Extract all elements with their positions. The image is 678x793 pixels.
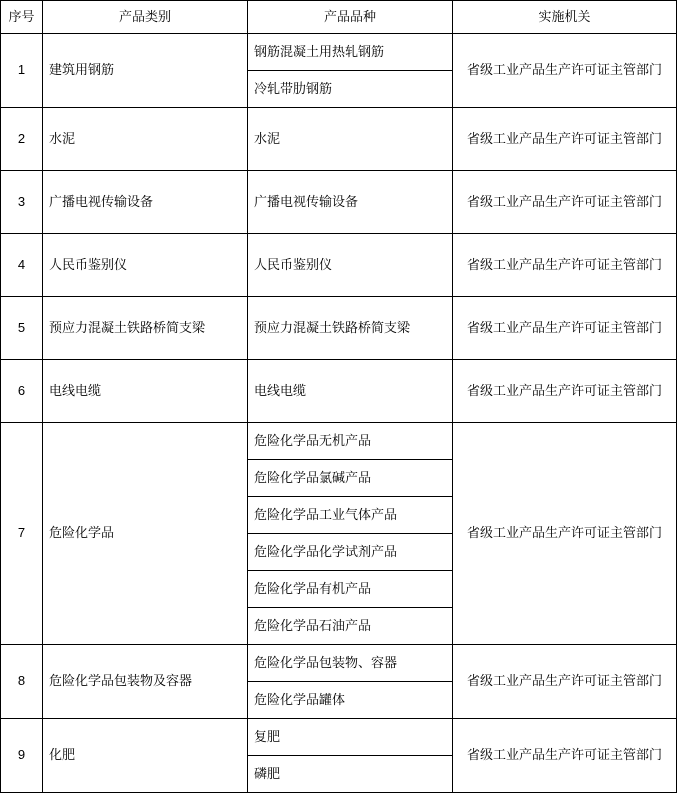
cell-kind: 冷轧带肋钢筋 [248,71,453,108]
column-header-agency: 实施机关 [453,1,677,34]
cell-category: 危险化学品包装物及容器 [43,645,248,719]
cell-agency: 省级工业产品生产许可证主管部门 [453,108,677,171]
cell-agency: 省级工业产品生产许可证主管部门 [453,645,677,719]
cell-agency: 省级工业产品生产许可证主管部门 [453,719,677,793]
cell-kind: 预应力混凝土铁路桥简支梁 [248,297,453,360]
cell-agency: 省级工业产品生产许可证主管部门 [453,423,677,645]
cell-sequence: 5 [1,297,43,360]
cell-sequence: 1 [1,34,43,108]
cell-kind: 电线电缆 [248,360,453,423]
table-row [1,171,677,234]
cell-agency: 省级工业产品生产许可证主管部门 [453,34,677,108]
cell-agency: 省级工业产品生产许可证主管部门 [453,171,677,234]
cell-kind: 广播电视传输设备 [248,171,453,234]
cell-category: 化肥 [43,719,248,793]
cell-sequence: 4 [1,234,43,297]
cell-kind: 人民币鉴别仪 [248,234,453,297]
table-body [1,34,677,793]
cell-agency: 省级工业产品生产许可证主管部门 [453,297,677,360]
table-row [1,234,677,297]
cell-sequence: 9 [1,719,43,793]
cell-kind: 水泥 [248,108,453,171]
table-row [1,719,677,756]
cell-kind: 危险化学品石油产品 [248,608,453,645]
table-row [1,645,677,682]
cell-kind: 钢筋混凝土用热轧钢筋 [248,34,453,71]
table-row [1,360,677,423]
cell-sequence: 6 [1,360,43,423]
cell-category: 人民币鉴别仪 [43,234,248,297]
cell-category: 危险化学品 [43,423,248,645]
cell-category: 广播电视传输设备 [43,171,248,234]
cell-kind: 危险化学品罐体 [248,682,453,719]
cell-kind: 危险化学品氯碱产品 [248,460,453,497]
cell-sequence: 7 [1,423,43,645]
cell-kind: 复肥 [248,719,453,756]
table-header [1,1,677,34]
cell-sequence: 8 [1,645,43,719]
cell-kind: 危险化学品工业气体产品 [248,497,453,534]
cell-kind: 磷肥 [248,756,453,793]
table-row [1,297,677,360]
table-header-row [1,1,677,34]
cell-category: 预应力混凝土铁路桥简支梁 [43,297,248,360]
cell-sequence: 3 [1,171,43,234]
cell-kind: 危险化学品无机产品 [248,423,453,460]
cell-category: 水泥 [43,108,248,171]
cell-category: 建筑用钢筋 [43,34,248,108]
cell-agency: 省级工业产品生产许可证主管部门 [453,360,677,423]
column-header-category: 产品类别 [43,1,248,34]
column-header-sequence: 序号 [1,1,43,34]
cell-kind: 危险化学品有机产品 [248,571,453,608]
cell-kind: 危险化学品化学试剂产品 [248,534,453,571]
cell-category: 电线电缆 [43,360,248,423]
table-row [1,423,677,460]
cell-agency: 省级工业产品生产许可证主管部门 [453,234,677,297]
cell-kind: 危险化学品包装物、容器 [248,645,453,682]
table-row [1,108,677,171]
column-header-kind: 产品品种 [248,1,453,34]
table-row [1,34,677,71]
cell-sequence: 2 [1,108,43,171]
